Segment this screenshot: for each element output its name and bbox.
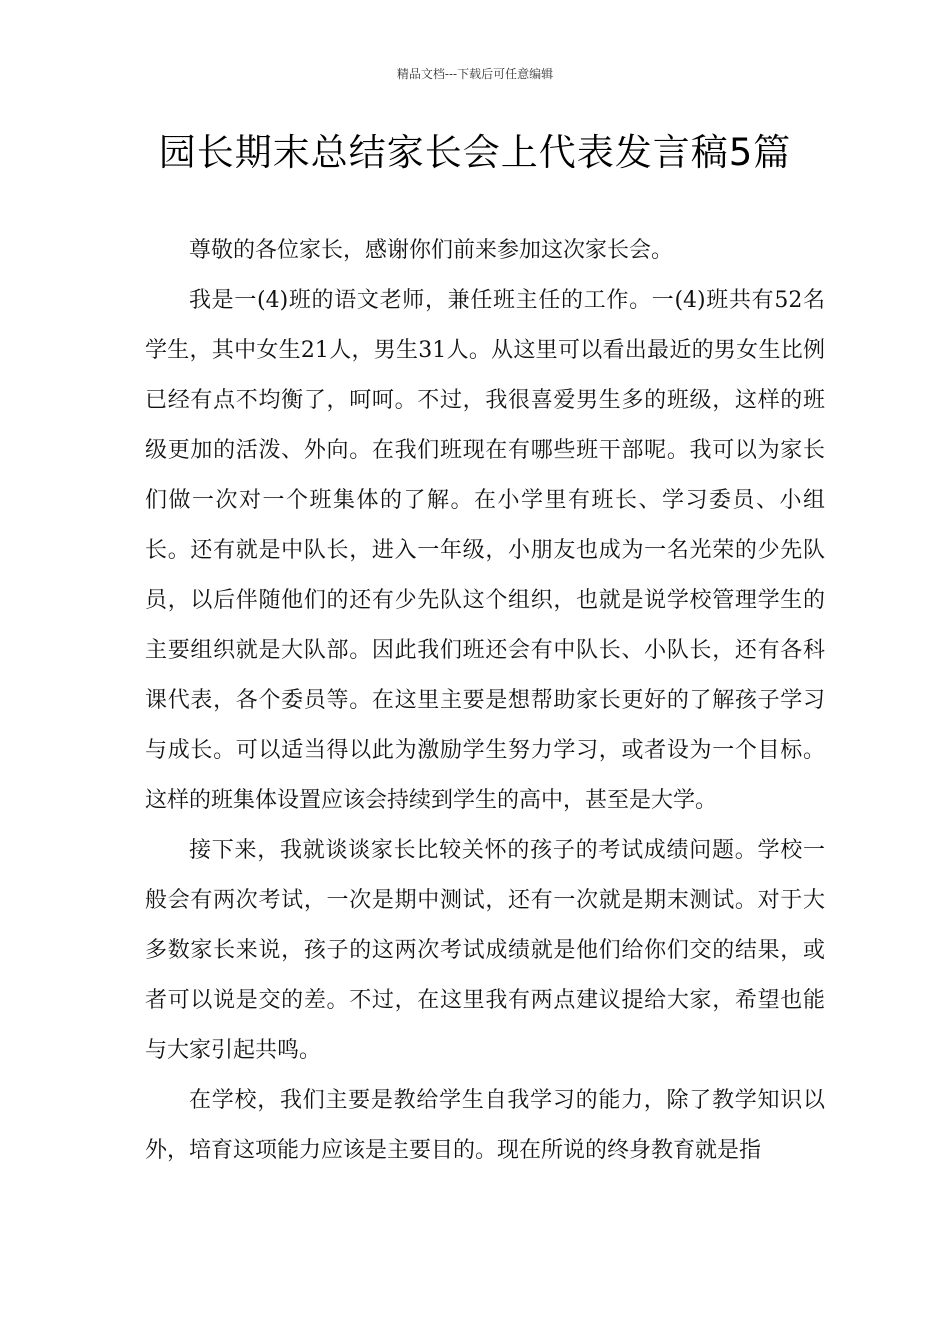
paragraph-learning-ability: 在学校，我们主要是教给学生自我学习的能力，除了教学知识以外，培育这项能力应该是主要目的。现在所说的终身教育就是指 [145,1088,825,1163]
document-title: 园长期末总结家长会上代表发言稿5篇 [158,131,792,174]
document-body [145,226,825,1176]
header-note: 精品文档---下载后可任意编辑 [396,67,554,81]
paragraph-greeting: 尊敬的各位家长，感谢你们前来参加这次家长会。 [189,238,674,263]
paragraph-exams: 接下来，我就谈谈家长比较关怀的孩子的考试成绩问题。学校一般会有两次考试，一次是期中测试，还有一次就是期末测试。对于大多数家长来说，孩子的这两次考试成绩就是他们给你们交的结果，或者可以说是交的差。不过，在这里我有两点建议提给大家，希望也能与大家引起共鸣。 [145,838,825,1063]
paragraph-class-intro: 我是一(4)班的语文老师，兼任班主任的工作。一(4)班共有52名学生，其中女生21人，男生31人。从这里可以看出最近的男女生比例已经有点不均衡了，呵呵。不过，我很喜爱男生多的班级，这样的班级更加的活泼、外向。在我们班现在有哪些班干部呢。我可以为家长们做一次对一个班集体的了解。在小学里有班长、学习委员、小组长。还有就是中队长，进入一年级，小朋友也成为一名光荣的少先队员，以后伴随他们的还有少先队这个组织，也就是说学校管理学生的主要组织就是大队部。因此我们班还会有中队长、小队长，还有各科课代表，各个委员等。在这里主要是想帮助家长更好的了解孩子学习与成长。可以适当得以此为激励学生努力学习，或者设为一个目标。这样的班集体设置应该会持续到学生的高中，甚至是大学。 [145,288,825,813]
